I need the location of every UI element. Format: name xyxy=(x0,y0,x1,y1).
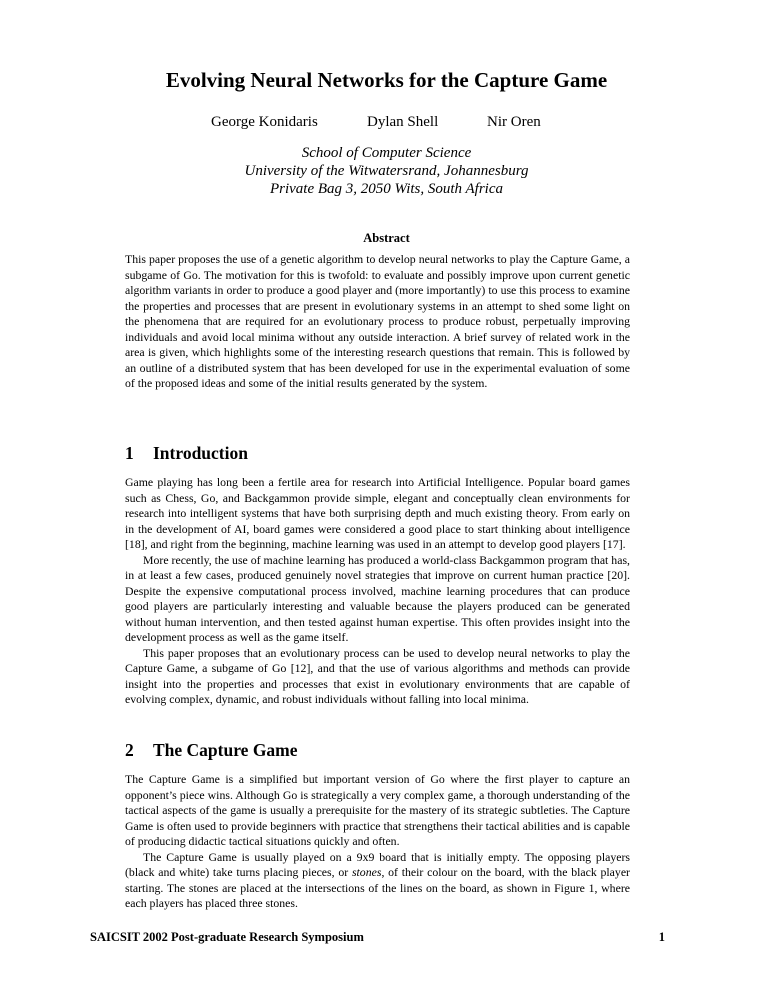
affiliation-line: University of the Witwatersrand, Johannesburg xyxy=(244,163,529,179)
author-name: George Konidaris xyxy=(211,114,318,130)
section-heading xyxy=(125,443,248,464)
abstract-body xyxy=(125,252,630,392)
paragraph: Game playing has long been a fertile area for research into Artificial Intelligence. Popular board games such as Chess, Go, and Backgammon provide simple, elegant and conceptually clean environments for research into intelligent systems that have both surprising depth and much existing theory. From early on in the development of AI, board games were considered a good place to start thinking about intelligence [18], and right from the beginning, machine learning was used in an attempt to develop good players [17]. xyxy=(125,475,630,551)
section-number: 1 xyxy=(125,443,134,463)
capture-game-body xyxy=(125,772,630,912)
author-name: Nir Oren xyxy=(487,114,541,130)
introduction-body xyxy=(125,475,630,708)
paragraph: The Capture Game is a simplified but important version of Go where the first player to capture an opponent’s piece wins. Although Go is strategically a very complex game, a thorough understanding of the tactical aspects of the game is usually a prerequisite for the mastery of its strategic subtleties. The Capture Game is often used to provide beginners with practice that strengthens their tactical abilities and is capable of producing didactic tactical situations quickly and often. xyxy=(125,772,630,848)
affiliation-line: Private Bag 3, 2050 Wits, South Africa xyxy=(269,181,504,197)
paragraph: More recently, the use of machine learning has produced a world-class Backgammon program that has, in at least a few cases, produced genuinely novel strategies that improve on current human practice [20]. Despite the expensive computational process involved, machine learning procedures that can produce good players are particularly interesting and valuable because the players produced can be generated without human intervention, and then tested against human expertise. This often provides insight into the development process as well as the game itself. xyxy=(125,552,630,644)
emphasis-text: stones xyxy=(351,865,382,879)
paper-title: Evolving Neural Networks for the Capture Game xyxy=(165,68,608,92)
paragraph xyxy=(125,850,630,912)
footer-venue: SAICSIT 2002 Post-graduate Research Symposium xyxy=(90,930,364,944)
page-number: 1 xyxy=(658,930,665,944)
affiliation-block xyxy=(0,144,773,198)
affiliation-line: School of Computer Science xyxy=(301,145,472,161)
section-title: Introduction xyxy=(153,443,248,463)
author-list xyxy=(0,114,773,134)
section-heading xyxy=(125,740,298,761)
page-footer xyxy=(90,930,665,945)
author-name: Dylan Shell xyxy=(367,114,439,130)
text-run: The Capture Game is usually played on a 9x9 board that is initially empty. The opposing players (black and white) take turns placing pieces, or xyxy=(125,849,630,879)
paragraph: This paper proposes that an evolutionary process can be used to develop neural networks to play the Capture Game, a subgame of Go [12], and that the use of various algorithms and methods can provide insight into the properties and processes that exist in evolutionary environments that are capable of evolving complex, dynamic, and robust individuals without falling into local minima. xyxy=(125,645,630,706)
abstract-heading: Abstract xyxy=(363,231,410,245)
text-run: , of their colour on the board, with the black player starting. The stones are placed at the intersections of the lines on the board, as shown in Figure 1, where each players has placed three stones. xyxy=(125,865,630,910)
section-title: The Capture Game xyxy=(153,740,298,760)
abstract-text: This paper proposes the use of a genetic algorithm to develop neural networks to play the Capture Game, a subgame of Go. The motivation for this is twofold: to evaluate and possibly improve upon current genetic algorithm variants in order to produce a good player and (more importantly) to use this process to examine the properties and processes that are present in evolutionary systems in an attempt to shed some light on the phenomena that are required for an evolutionary process to produce robust, perpetually improving individuals and avoid local minima without any outside interaction. A brief survey of related work in the area is given, which highlights some of the interesting research questions that remain. This is followed by an outline of a distributed system that has been developed for use in the experimental evaluation of some of the proposed ideas and some of the initial results generated by the system. xyxy=(125,252,630,390)
section-number: 2 xyxy=(125,740,134,760)
